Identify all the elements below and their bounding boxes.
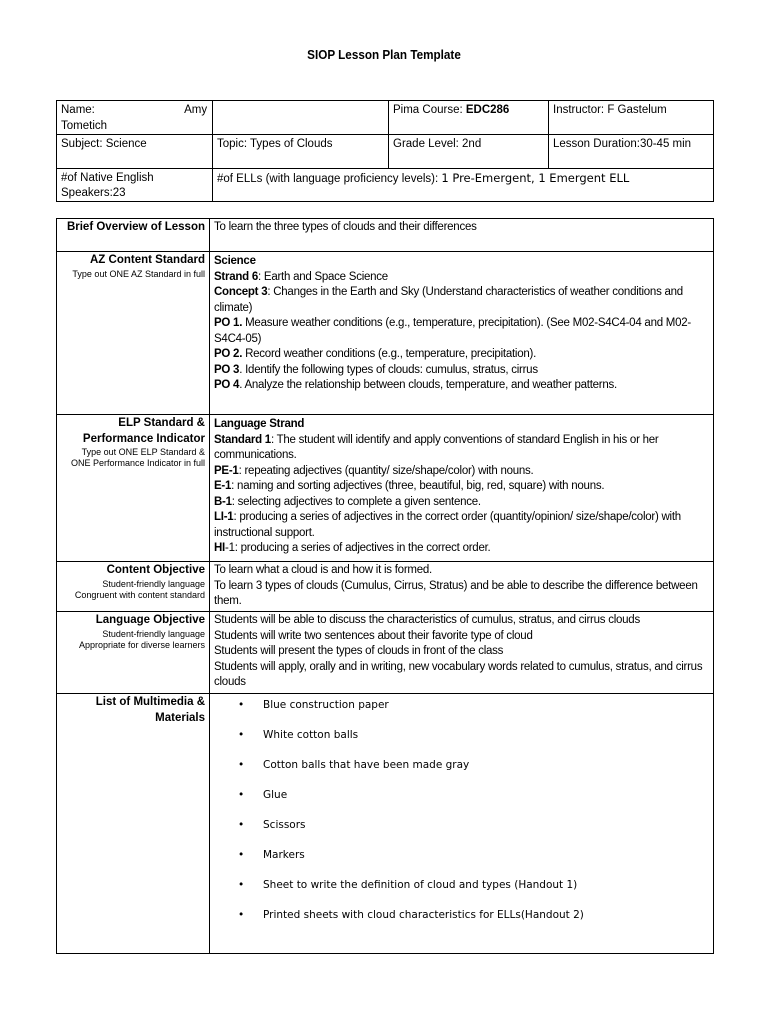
- subject-cell: Subject: Science: [57, 135, 213, 169]
- content-objective-label-cell: [57, 562, 210, 612]
- overview-label: Brief Overview of Lesson: [66, 221, 205, 233]
- b1-label: B-1: [214, 495, 232, 508]
- lesson-table: [56, 218, 714, 954]
- list-item: • Sheet to write the definition of cloud and types (Handout 1): [214, 878, 709, 908]
- po4-text: . Analyze the relationship between clouds, temperature, and weather patterns.: [239, 379, 617, 391]
- ells-value: 1 Pre-Emergent, 1 Emergent ELL: [441, 171, 630, 185]
- language-objective-label-cell: [57, 612, 210, 694]
- name-value: Amy Tometich: [61, 104, 208, 132]
- language-objective-line4: Students will apply, orally and in writing, new vocabulary words related to cumulus, stratus, and cirrus clouds: [214, 660, 703, 688]
- name-cell: [57, 101, 213, 135]
- language-objective-line2: Students will write two sentences about their favorite type of cloud: [214, 629, 533, 642]
- pe1-label: PE-1: [214, 464, 239, 477]
- elp-label-cell: [57, 415, 210, 562]
- overview-label-cell: [57, 219, 210, 252]
- list-item: • Blue construction paper: [214, 698, 709, 728]
- concept-text: : Changes in the Earth and Sky (Understand characteristics of weather conditions and climate): [214, 286, 683, 314]
- po3-text: . Identify the following types of clouds: cumulus, stratus, cirrus: [239, 363, 538, 376]
- e1-text: : naming and sorting adjectives (three, beautiful, big, red, square) with nouns.: [231, 480, 605, 492]
- list-item: • White cotton balls: [214, 728, 709, 758]
- language-objective-line1: Students will be able to discuss the characteristics of cumulus, stratus, and cirrus clouds: [214, 614, 640, 626]
- hi1-label: HI: [214, 542, 225, 554]
- materials-label-cell: [57, 694, 210, 954]
- list-item: • Printed sheets with cloud characteristics for ELLs(Handout 2): [214, 908, 709, 938]
- list-item: • Cotton balls that have been made gray: [214, 758, 709, 788]
- content-objective-label: Content Objective: [106, 564, 205, 576]
- po4-label: PO 4: [214, 379, 240, 391]
- pe1-text: : repeating adjectives (quantity/ size/shape/color) with nouns.: [238, 464, 534, 477]
- overview-text: To learn the three types of clouds and their differences: [210, 219, 714, 252]
- list-item: • Scissors: [214, 818, 709, 848]
- ells-cell: [213, 169, 714, 202]
- language-strand-heading: Language Strand: [214, 418, 305, 430]
- language-objective-sub2: Appropriate for diverse learners: [78, 639, 205, 650]
- course-cell: [389, 101, 549, 135]
- standard-text: : The student will identify and apply conventions of standard English in his or her communications.: [214, 433, 659, 461]
- li1-text: : producing a series of adjectives in the correct order (quantity/opinion/ size/shape/color) with instructional support.: [214, 511, 681, 539]
- materials-label-line1: List of Multimedia &: [95, 696, 205, 708]
- duration-cell: Lesson Duration:30-45 min: [549, 135, 714, 169]
- materials-label-line2: Materials: [155, 711, 205, 724]
- b1-text: : selecting adjectives to complete a given sentence.: [231, 495, 481, 508]
- course-label: Pima Course:: [393, 104, 466, 116]
- po2-label: PO 2.: [214, 348, 243, 360]
- po1-label: PO 1.: [214, 317, 243, 329]
- language-objective-line3: Students will present the types of clouds in front of the class: [214, 645, 504, 657]
- po1-text: Measure weather conditions (e.g., temperature, precipitation). (See M02-S4C4-04 and M02-S4C4-05): [214, 317, 692, 345]
- topic-cell: Topic: Types of Clouds: [213, 135, 389, 169]
- instructor-cell: Instructor: F Gastelum: [549, 101, 714, 135]
- standard-label: Standard 1: [214, 433, 271, 446]
- course-value: EDC286: [465, 104, 510, 116]
- header-table: [56, 100, 714, 202]
- az-standard-label-cell: [57, 252, 210, 415]
- az-standard-label: AZ Content Standard: [90, 254, 205, 266]
- az-standard-content: [210, 252, 714, 415]
- name-cell-cont: [213, 101, 389, 135]
- materials-list: [214, 695, 709, 938]
- e1-label: E-1: [214, 480, 232, 492]
- content-objective-sub1: Student-friendly language: [102, 578, 205, 589]
- hi1-text: -1: producing a series of adjectives in the correct order.: [225, 542, 491, 554]
- content-objective-sub2: Congruent with content standard: [74, 589, 205, 600]
- strand-label: Strand 6: [214, 270, 259, 283]
- content-objective-content: [210, 562, 714, 612]
- grade-cell: Grade Level: 2nd: [389, 135, 549, 169]
- elp-label-line1: ELP Standard &: [118, 417, 205, 429]
- list-item: • Markers: [214, 848, 709, 878]
- li1-label: LI-1: [214, 511, 234, 523]
- elp-sublabel-line2: ONE Performance Indicator in full: [70, 458, 205, 468]
- science-heading: Science: [214, 255, 256, 267]
- strand-text: : Earth and Space Science: [258, 270, 388, 283]
- list-item: • Glue: [214, 788, 709, 818]
- name-label: Name:: [61, 104, 95, 116]
- materials-content: [210, 694, 714, 954]
- content-objective-line1: To learn what a cloud is and how it is formed.: [214, 564, 432, 576]
- language-objective-sub1: Student-friendly language: [102, 628, 205, 639]
- po3-label: PO 3: [214, 363, 240, 376]
- elp-label-line2: Performance Indicator: [82, 432, 205, 445]
- elp-content: [210, 415, 714, 562]
- elp-sublabel-line1: Type out ONE ELP Standard &: [81, 447, 205, 457]
- language-objective-content: [210, 612, 714, 694]
- concept-label: Concept 3: [214, 286, 268, 298]
- language-objective-label: Language Objective: [95, 614, 205, 626]
- ells-label: #of ELLs (with language proficiency levels):: [217, 173, 442, 185]
- az-standard-sublabel: Type out ONE AZ Standard in full: [72, 268, 205, 279]
- page-title: SIOP Lesson Plan Template: [307, 47, 461, 62]
- po2-text: Record weather conditions (e.g., temperature, precipitation).: [242, 348, 537, 360]
- content-objective-line2: To learn 3 types of clouds (Cumulus, Cirrus, Stratus) and be able to describe the difference between them.: [214, 579, 698, 607]
- native-speakers-cell: #of Native English Speakers:23: [57, 169, 213, 202]
